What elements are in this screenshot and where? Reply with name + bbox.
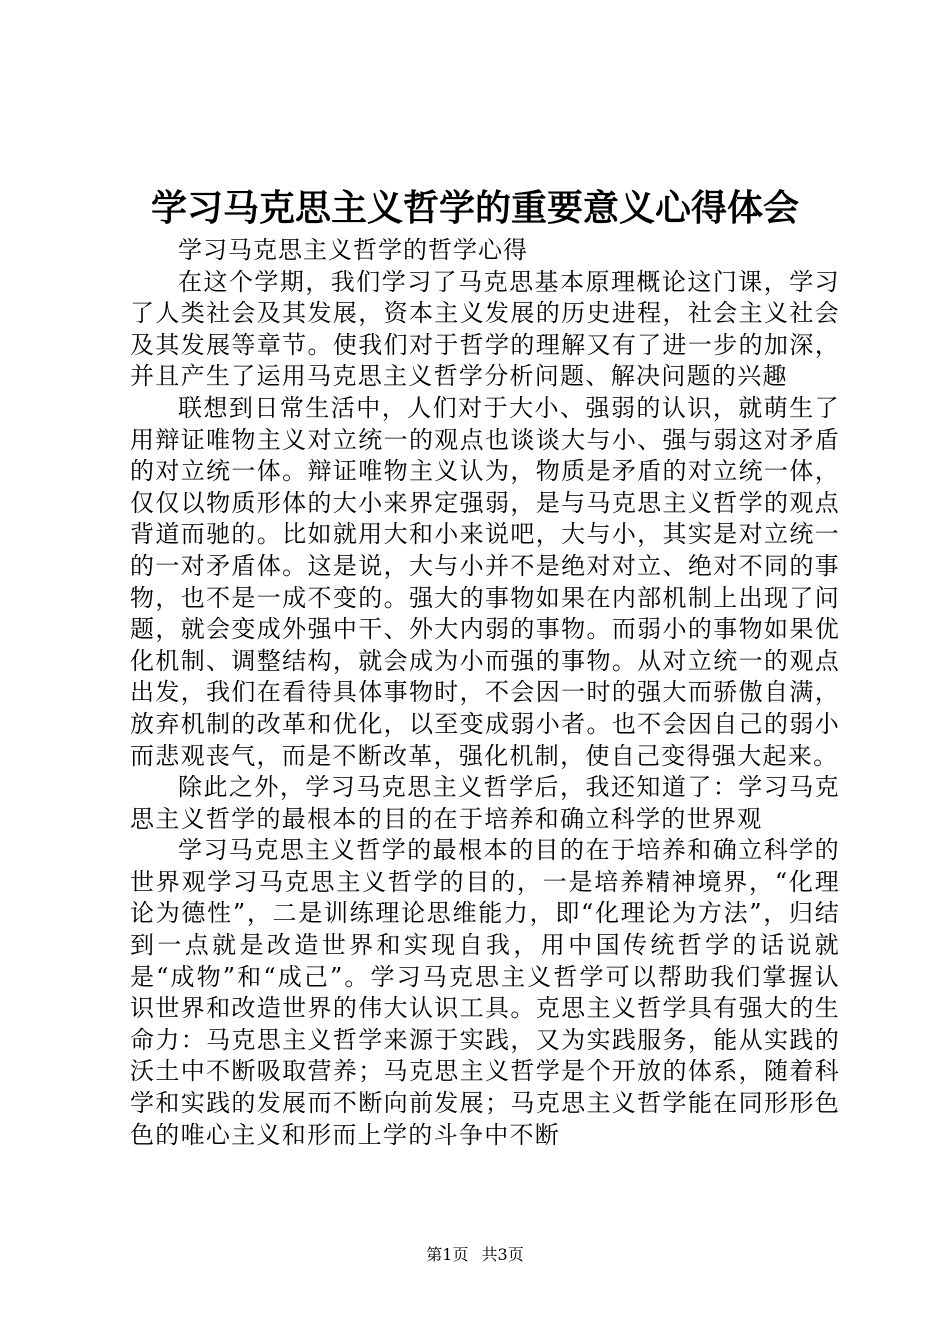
paragraph-dialectics: 联想到日常生活中，人们对于大小、强弱的认识，就萌生了用辩证唯物主义对立统一的观点也谈谈大与小、强与弱这对矛盾的对立统一体。辩证唯物主义认为，物质是矛盾的对立统一体，仅仅以物质形体的大小来界定强弱，是与马克思主义哲学的观点背道而驰的。比如就用大和小来说吧，大与小，其实是对立统一的一对矛盾体。这是说，大与小并不是绝对对立、绝对不同的事物，也不是一成不变的。强大的事物如果在内部机制上出现了问题，就会变成外强中干、外大内弱的事物。而弱小的事物如果优化机制、调整结构，就会成为小而强的事物。从对立统一的观点出发，我们在看待具体事物时，不会因一时的强大而骄傲自满，放弃机制的改革和优化，以至变成弱小者。也不会因自己的弱小而悲观丧气，而是不断改革，强化机制，使自己变得强大起来。 xyxy=(130,393,840,770)
document-subtitle: 学习马克思主义哲学的哲学心得 xyxy=(178,236,528,264)
page-number-total: 共3页 xyxy=(481,1245,524,1264)
paragraph-worldview: 除此之外，学习马克思主义哲学后，我还知道了：学习马克思主义哲学的最根本的目的在于培养和确立科学的世界观 xyxy=(130,773,840,833)
page-footer xyxy=(0,1243,950,1267)
page-number-current: 第1页 xyxy=(426,1245,469,1264)
document-body xyxy=(130,235,840,1151)
paragraph-intro: 在这个学期，我们学习了马克思基本原理概论这门课，学习了人类社会及其发展，资本主义发展的历史进程，社会主义社会及其发展等章节。使我们对于哲学的理解又有了进一步的加深，并且产生了运用马克思主义哲学分析问题、解决问题的兴趣 xyxy=(130,267,840,391)
paragraph-purpose: 学习马克思主义哲学的最根本的目的在于培养和确立科学的世界观学习马克思主义哲学的目的，一是培养精神境界，“化理论为德性”，二是训练理论思维能力，即“化理论为方法”，归结到一点就是改造世界和实现自我，用中国传统哲学的话说就是“成物”和“成己”。学习马克思主义哲学可以帮助我们掌握认识世界和改造世界的伟大认识工具。克思主义哲学具有强大的生命力：马克思主义哲学来源于实践，又为实践服务，能从实践的沃土中不断吸取营养；马克思主义哲学是个开放的体系，随着科学和实践的发展而不断向前发展；马克思主义哲学能在同形形色色的唯心主义和形而上学的斗争中不断 xyxy=(130,836,840,1149)
document-title: 学习马克思主义哲学的重要意义心得体会 xyxy=(150,187,799,229)
